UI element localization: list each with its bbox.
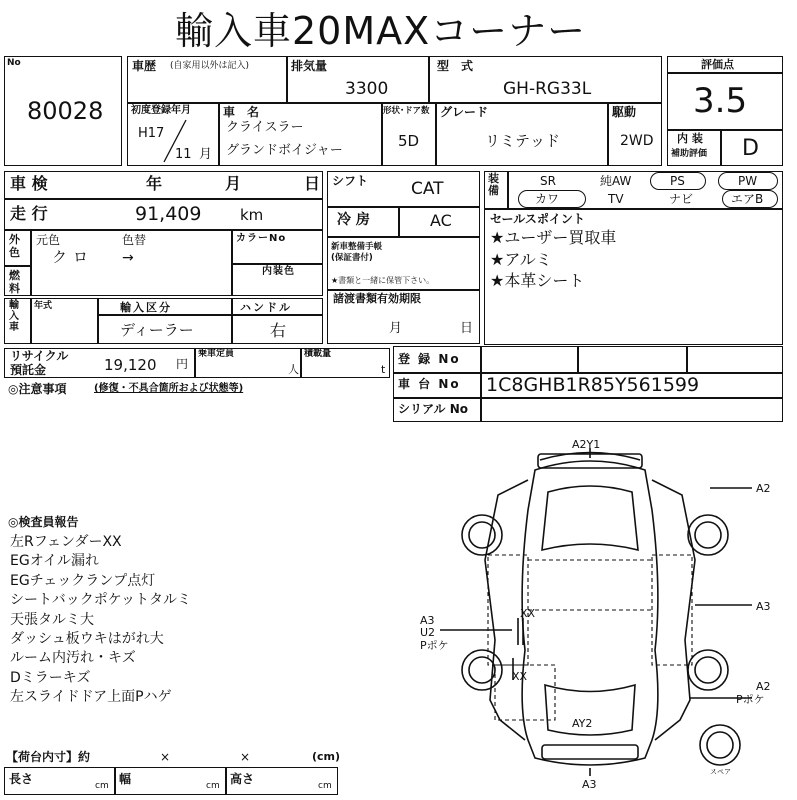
model-label: 型 式: [437, 59, 474, 73]
mileage-label: 走 行: [10, 204, 48, 223]
interior-color-label: 内装色: [262, 266, 295, 277]
load-label: 積載量: [304, 349, 332, 359]
serial-label: シリアル No: [398, 402, 468, 416]
cargo-length-unit: cm: [95, 781, 109, 791]
doors-label: 形状･ドア数: [383, 106, 430, 116]
recycle-sublabel: 預託金: [10, 363, 47, 377]
equip-pw: PW: [738, 174, 758, 188]
equip-navi: ナビ: [669, 192, 694, 206]
manual-label: 新車整備手帳 (保証書付): [331, 242, 383, 264]
ac-label: 冷 房: [337, 212, 370, 228]
lot-number: 80028: [27, 97, 104, 125]
drive-label: 駆動: [612, 105, 637, 119]
equip-tv: TV: [608, 192, 624, 206]
diagram-label-right-low-2: Pポケ: [736, 693, 765, 706]
cargo-label: 【荷台内寸】約: [6, 750, 91, 764]
cargo-width-unit: cm: [206, 781, 220, 791]
color-code-label: カラーNo: [236, 233, 287, 244]
doors-value: 5D: [398, 132, 420, 150]
import-type-value: ディーラー: [120, 321, 194, 339]
mileage-unit: km: [240, 206, 264, 224]
load-unit: t: [381, 363, 386, 376]
recycle-doc-day: 日: [460, 321, 474, 336]
sales-point-3: ★本革シート: [490, 271, 585, 290]
car-name-label: 車 名: [223, 105, 260, 119]
lot-label: No: [7, 58, 21, 68]
interior-score: D: [742, 136, 759, 161]
score-label: 評価点: [701, 58, 734, 71]
inspection-label: 車 検: [10, 174, 48, 193]
registration-label: 登 録 No: [398, 352, 461, 366]
inspection-year: 年: [146, 174, 163, 193]
diagram-label-left-3: Pポケ: [420, 639, 449, 652]
inspector-report-label: ◎検査員報告: [8, 515, 79, 529]
outer-color-side: 外 色: [9, 233, 20, 259]
first-reg-year: H17: [138, 126, 165, 141]
score-value: 3.5: [693, 81, 748, 121]
diagram-label-top: A2Y1: [572, 440, 601, 451]
inspection-day: 日: [304, 174, 321, 193]
chassis-label: 車 台 No: [398, 377, 461, 391]
mileage-value: 91,409: [135, 203, 202, 225]
first-reg-label: 初度登録年月: [131, 105, 191, 116]
import-side-label: 輸 入 車: [9, 300, 19, 333]
history-label: 車歴: [132, 59, 157, 73]
cargo-width-label: 幅: [119, 772, 132, 786]
equip-leather: カワ: [535, 192, 560, 206]
fuel-side: 燃 料: [9, 269, 20, 295]
diagram-xx-2: XX: [512, 670, 528, 683]
cargo-dimensions-box: [4, 767, 338, 795]
orig-color-value: クロ: [52, 248, 95, 266]
notes-sublabel: (修復・不具合箇所および状態等): [94, 383, 244, 394]
cargo-x1: ×: [160, 750, 171, 764]
import-type-label: 輸入区分: [120, 301, 172, 314]
cargo-length-label: 長さ: [9, 772, 34, 786]
displacement-label: 排気量: [291, 59, 328, 73]
shift-value: CAT: [411, 179, 444, 199]
orig-color-label: 元色: [36, 233, 61, 247]
equip-airbag: エアB: [731, 192, 764, 206]
equip-aw: 純AW: [600, 174, 632, 188]
report-item: シートバックポケットタルミ: [10, 592, 192, 609]
recycle-doc-label: 諸渡書類有効期限: [333, 292, 421, 305]
diagram-label-bottom: A3: [582, 778, 597, 791]
car-maker: クライスラー: [226, 120, 304, 135]
ac-value: AC: [430, 211, 452, 230]
recycle-label: リサイクル: [10, 349, 69, 363]
import-year-label: 年式: [34, 301, 53, 311]
capacity-unit: 人: [288, 363, 299, 376]
car-model-name: グランドボイジャー: [226, 143, 343, 158]
recycle-doc-month: 月: [389, 321, 403, 336]
color-change-label: 色替: [122, 233, 147, 247]
equip-sr: SR: [540, 174, 556, 188]
recycle-value: 19,120: [104, 356, 157, 374]
cargo-height-label: 高さ: [230, 772, 255, 786]
page-title: 輸入車20MAXコーナー: [175, 9, 587, 53]
shift-label: シフト: [332, 174, 369, 188]
handle-value: 右: [270, 321, 287, 340]
manual-note: ★書類と一緒に保管下さい。: [331, 276, 435, 285]
diagram-label-left-1: A3: [420, 614, 435, 627]
inspection-month: 月: [225, 174, 242, 193]
grade-value: リミテッド: [485, 132, 561, 150]
diagram-label-right-low-1: A2: [756, 680, 771, 693]
report-item: Dミラーキズ: [10, 669, 91, 686]
diagram-label-right-mid: A3: [756, 600, 771, 613]
color-change-value: →: [122, 250, 134, 266]
recycle-unit: 円: [176, 357, 189, 371]
displacement-value: 3300: [345, 79, 389, 99]
report-item: 天張タルミ大: [10, 611, 94, 628]
sales-point-2: ★アルミ: [490, 250, 552, 269]
first-reg-month: 11: [175, 147, 192, 162]
diagram-label-right-upper: A2: [756, 482, 771, 495]
inspection-row: [4, 171, 323, 199]
report-item: EGチェックランプ点灯: [10, 572, 156, 589]
equip-ps: PS: [670, 174, 685, 188]
capacity-label: 乗車定員: [198, 349, 235, 359]
inspector-report-list: [10, 533, 191, 708]
report-item: 左スライドドア上面Pハゲ: [10, 689, 172, 706]
diagram-label-left-2: U2: [420, 626, 436, 639]
cargo-unit: (cm): [312, 750, 341, 763]
interior-sublabel: 補助評価: [671, 149, 708, 159]
drive-value: 2WD: [620, 133, 654, 149]
diagram-label-bottom-inner: AY2: [572, 717, 593, 730]
chassis-value: 1C8GHB1R85Y561599: [486, 374, 700, 396]
notes-label: ◎注意事項: [8, 382, 67, 396]
equipment-label: 装 備: [488, 172, 499, 197]
history-note: (自家用以外は記入): [170, 61, 250, 71]
sales-points-label: セールスポイント: [490, 212, 585, 226]
report-item: 左RフェンダーXX: [10, 534, 122, 550]
report-item: EGオイル漏れ: [10, 553, 99, 570]
model-value: GH-RG33L: [503, 79, 592, 99]
diagram-label-spare: スペア: [710, 768, 731, 776]
interior-label: 内 装: [677, 132, 703, 145]
handle-label: ハンドル: [240, 301, 292, 314]
first-reg-month-unit: 月: [199, 147, 213, 162]
report-item: ルーム内汚れ・キズ: [10, 650, 136, 667]
report-item: ダッシュ板ウキはがれ大: [10, 631, 164, 648]
car-damage-diagram: [400, 440, 797, 800]
sales-point-1: ★ユーザー買取車: [490, 228, 617, 247]
diagram-xx-1: XX: [520, 607, 536, 620]
grade-label: グレード: [440, 105, 489, 119]
cargo-x2: ×: [240, 750, 251, 764]
cargo-height-unit: cm: [318, 781, 332, 791]
